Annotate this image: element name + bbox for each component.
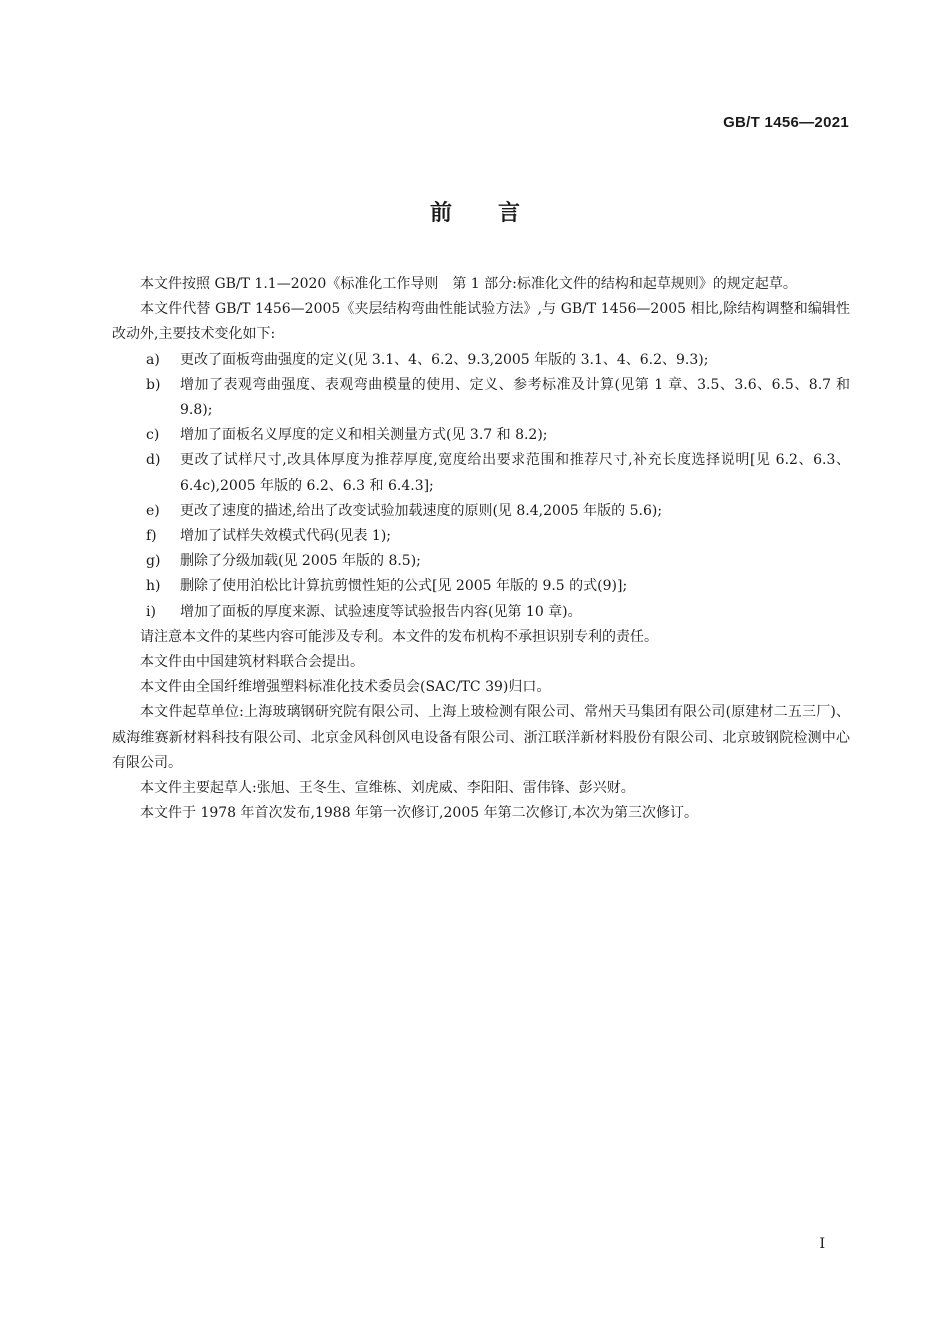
list-item (112, 524, 850, 549)
foreword-body (112, 272, 850, 826)
list-marker: f) (146, 528, 157, 545)
list-item (112, 373, 850, 423)
list-item (112, 448, 850, 498)
patent-notice: 请注意本文件的某些内容可能涉及专利。本文件的发布机构不承担识别专利的责任。 (140, 628, 658, 645)
list-marker: g) (146, 553, 161, 570)
list-item-text: 增加了面板的厚度来源、试验速度等试验报告内容(见第 10 章)。 (180, 603, 582, 620)
list-marker: i) (146, 603, 156, 620)
list-item (112, 574, 850, 599)
intro-paragraph-1: 本文件按照 GB/T 1.1—2020《标准化工作导则 第 1 部分:标准化文件的结构和起草规则》的规定起草。 (140, 276, 797, 292)
list-marker: a) (146, 351, 160, 368)
title-char-2: 言 (498, 201, 521, 226)
list-marker: h) (146, 578, 161, 595)
list-item (112, 423, 850, 448)
list-item-text: 更改了速度的描述,给出了改变试验加载速度的原则(见 8.4,2005 年版的 5.6); (180, 502, 663, 519)
drafting-units: 本文件起草单位:上海玻璃钢研究院有限公司、上海上玻检测有限公司、常州天马集团有限公司(原建材二五三厂)、威海维赛新材料科技有限公司、北京金风科创风电设备有限公司、浙江联洋新材料股份有限公司、北京玻钢院检测中心有限公司。 (112, 704, 850, 771)
list-marker: b) (146, 376, 161, 393)
list-item (112, 348, 850, 373)
list-item-text: 更改了试样尺寸,改具体厚度为推荐厚度,宽度给出要求范围和推荐尺寸,补充长度选择说明[见 6.2、6.3、6.4c),2005 年版的 6.2、6.3 和 6.4.3]; (180, 452, 850, 494)
standard-number: GB/T 1456—2021 (723, 114, 849, 131)
drafters: 本文件主要起草人:张旭、王冬生、宣维栋、刘虎威、李阳阳、雷伟锋、彭兴财。 (140, 780, 635, 797)
title-char-1: 前 (429, 201, 452, 226)
list-item-text: 增加了面板名义厚度的定义和相关测量方式(见 3.7 和 8.2); (180, 427, 548, 444)
list-item-text: 更改了面板弯曲强度的定义(见 3.1、4、6.2、9.3,2005 年版的 3.1、4、6.2、9.3); (180, 351, 709, 368)
page-number: I (819, 1236, 825, 1252)
page-title (0, 196, 950, 227)
list-item-text: 增加了表观弯曲强度、表观弯曲模量的使用、定义、参考标准及计算(见第 1 章、3.5、3.6、6.5、8.7 和 9.8); (180, 376, 850, 419)
list-marker: d) (146, 452, 161, 469)
revision-history: 本文件于 1978 年首次发布,1988 年第一次修订,2005 年第二次修订,本次为第三次修订。 (140, 805, 699, 822)
list-item (112, 600, 850, 625)
list-item-text: 增加了试样失效模式代码(见表 1); (180, 528, 391, 545)
list-item-text: 删除了使用泊松比计算抗剪惯性矩的公式[见 2005 年版的 9.5 的式(9)]; (180, 578, 628, 595)
list-marker: c) (146, 427, 160, 444)
list-item (112, 549, 850, 574)
list-marker: e) (146, 502, 160, 519)
intro-paragraph-2: 本文件代替 GB/T 1456—2005《夹层结构弯曲性能试验方法》,与 GB/T 1456—2005 相比,除结构调整和编辑性改动外,主要技术变化如下: (112, 301, 850, 343)
list-item-text: 删除了分级加载(见 2005 年版的 8.5); (180, 553, 421, 570)
change-list (112, 348, 850, 625)
committee-statement: 本文件由全国纤维增强塑料标准化技术委员会(SAC/TC 39)归口。 (140, 679, 551, 696)
list-item (112, 499, 850, 524)
proposer-statement: 本文件由中国建筑材料联合会提出。 (140, 654, 364, 671)
